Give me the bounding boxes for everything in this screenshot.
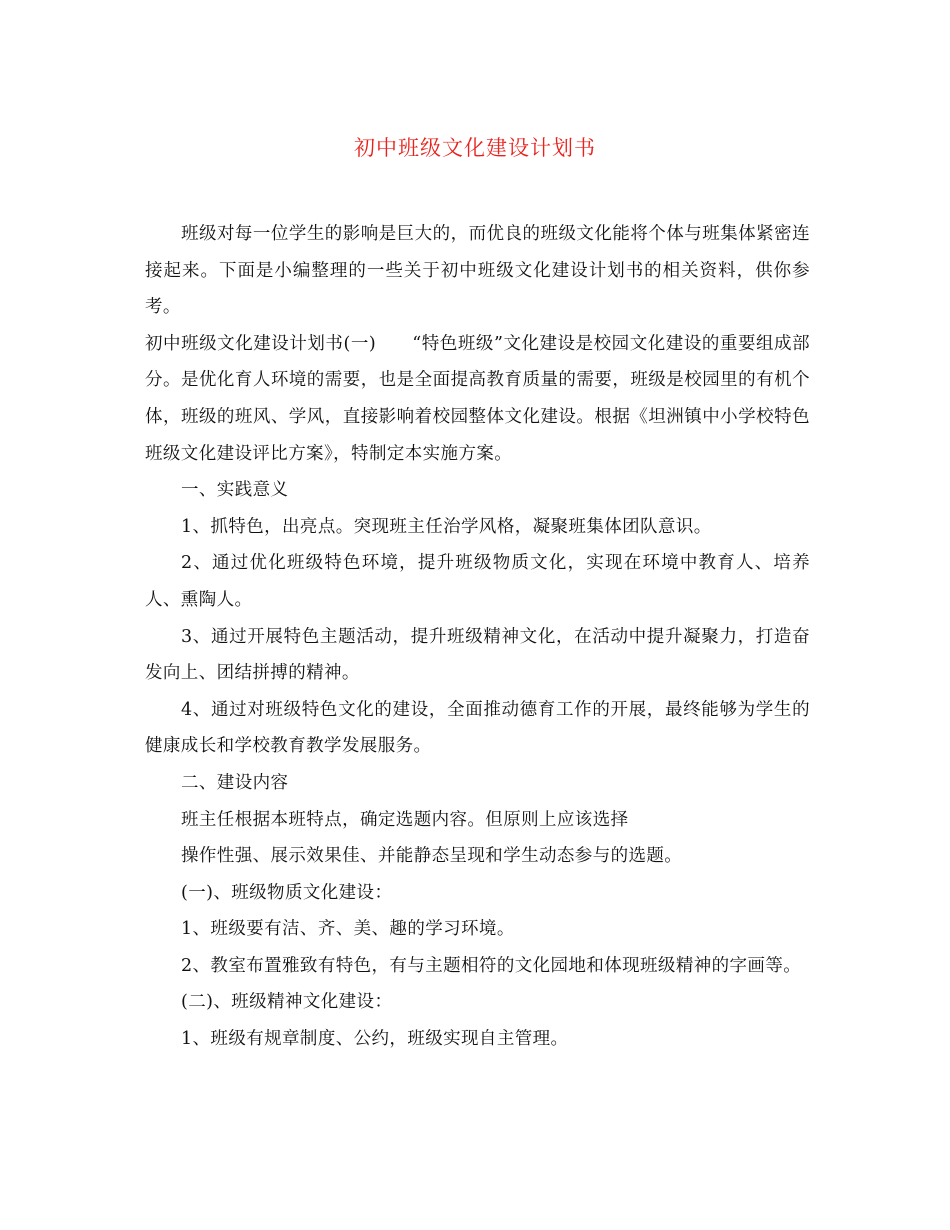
content-paragraph-1: 班主任根据本班特点，确定选题内容。但原则上应该选择 (181, 809, 629, 830)
document-body (145, 216, 810, 1058)
list-item-1: 1、抓特色，出亮点。突现班主任治学风格，凝聚班集体团队意识。 (181, 516, 712, 537)
section-heading-construction-content: 二、建设内容 (181, 772, 289, 793)
subsection-heading-material-culture: (一)、班级物质文化建设： (181, 882, 393, 903)
content-paragraph-2: 操作性强、展示效果佳、并能静态呈现和学生动态参与的选题。 (181, 846, 683, 867)
section-intro-paragraph: 初中班级文化建设计划书(一) “特色班级”文化建设是校园文化建设的重要组成部分。是优化育人环境的需要，也是全面提高教育质量的需要，班级是校园里的有机个体，班级的班风、学风，直接影响着校园整体文化建设。根据《坦洲镇中小学校特色班级文化建设评比方案》，特制定本实施方案。 (145, 333, 810, 464)
subsection-heading-spiritual-culture: (二)、班级精神文化建设： (181, 992, 393, 1013)
list-item-3: 3、通过开展特色主题活动，提升班级精神文化，在活动中提升凝聚力，打造奋发向上、团结拼搏的精神。 (145, 626, 810, 684)
intro-paragraph: 班级对每一位学生的影响是巨大的，而优良的班级文化能将个体与班集体紧密连接起来。下面是小编整理的一些关于初中班级文化建设计划书的相关资料，供你参考。 (145, 224, 810, 318)
list-item-2: 2、通过优化班级特色环境，提升班级物质文化，实现在环境中教育人、培养人、熏陶人。 (145, 553, 810, 610)
list-item-4: 4、通过对班级特色文化的建设，全面推动德育工作的开展，最终能够为学生的健康成长和学校教育教学发展服务。 (145, 699, 810, 757)
spiritual-item-1: 1、班级有规章制度、公约，班级实现自主管理。 (181, 1029, 569, 1050)
section-heading-practice-meaning: 一、实践意义 (181, 480, 289, 501)
document-title: 初中班级文化建设计划书 (354, 136, 596, 160)
material-item-1: 1、班级要有洁、齐、美、趣的学习环境。 (181, 919, 515, 940)
material-item-2: 2、教室布置雅致有特色，有与主题相符的文化园地和体现班级精神的字画等。 (181, 955, 802, 976)
